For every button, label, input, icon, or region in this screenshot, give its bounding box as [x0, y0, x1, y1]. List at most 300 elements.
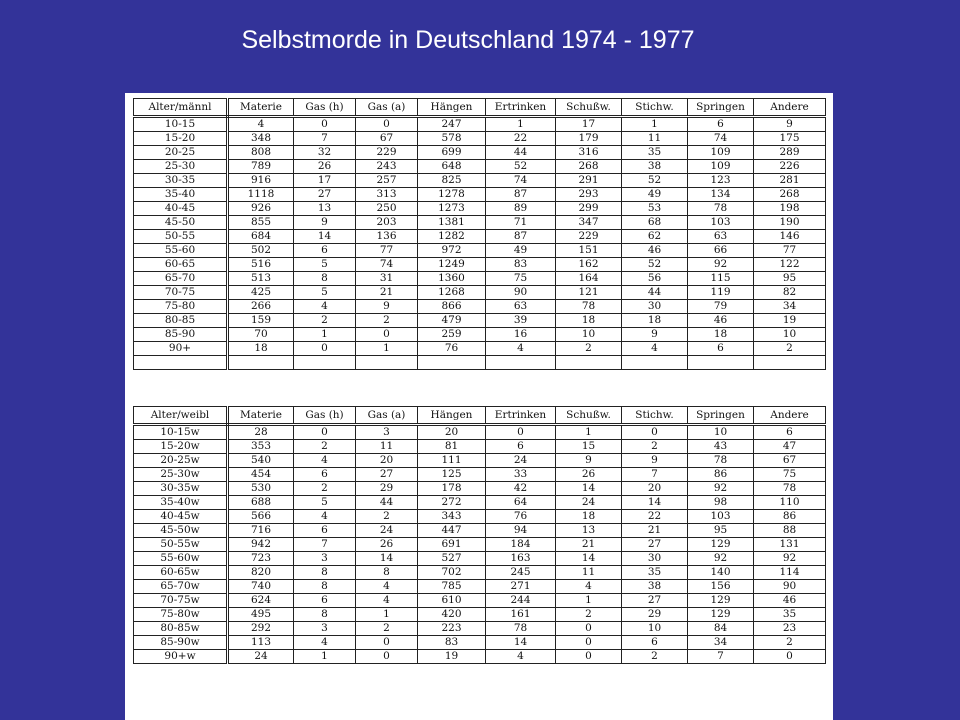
table-row — [134, 258, 826, 272]
count-cell: 78 — [754, 482, 826, 496]
count-cell: 578 — [418, 132, 486, 146]
count-cell: 151 — [556, 244, 622, 258]
count-cell: 8 — [294, 272, 356, 286]
table-row — [134, 538, 826, 552]
count-cell: 0 — [294, 342, 356, 356]
count-cell: 82 — [754, 286, 826, 300]
table-row — [134, 117, 826, 132]
count-cell: 156 — [688, 580, 754, 594]
count-cell: 92 — [754, 552, 826, 566]
count-cell: 63 — [688, 230, 754, 244]
count-cell: 7 — [294, 132, 356, 146]
count-cell: 14 — [622, 496, 688, 510]
age-group-cell: 15-20 — [134, 132, 228, 146]
age-group-cell: 85-90w — [134, 636, 228, 650]
table-row — [134, 202, 826, 216]
count-cell: 1360 — [418, 272, 486, 286]
table-row — [134, 482, 826, 496]
age-group-cell: 70-75 — [134, 286, 228, 300]
count-cell: 454 — [228, 468, 294, 482]
count-cell: 70 — [228, 328, 294, 342]
count-cell: 136 — [356, 230, 418, 244]
table-row — [134, 552, 826, 566]
count-cell: 688 — [228, 496, 294, 510]
count-cell: 9 — [294, 216, 356, 230]
count-cell: 648 — [418, 160, 486, 174]
table-row — [134, 244, 826, 258]
table-row — [134, 272, 826, 286]
count-cell: 15 — [556, 440, 622, 454]
count-cell: 1268 — [418, 286, 486, 300]
count-cell: 9 — [754, 117, 826, 132]
count-cell: 46 — [622, 244, 688, 258]
count-cell: 27 — [294, 188, 356, 202]
count-cell: 245 — [486, 566, 556, 580]
count-cell: 266 — [228, 300, 294, 314]
count-cell: 131 — [754, 538, 826, 552]
age-group-cell: 55-60 — [134, 244, 228, 258]
count-cell: 495 — [228, 608, 294, 622]
count-cell: 38 — [622, 160, 688, 174]
count-cell: 820 — [228, 566, 294, 580]
count-cell: 2 — [754, 342, 826, 356]
count-cell: 27 — [622, 538, 688, 552]
column-header: Schußw. — [556, 407, 622, 425]
count-cell: 24 — [556, 496, 622, 510]
count-cell: 87 — [486, 188, 556, 202]
count-cell: 0 — [356, 117, 418, 132]
count-cell: 6 — [688, 342, 754, 356]
count-cell: 447 — [418, 524, 486, 538]
age-group-cell: 90+w — [134, 650, 228, 664]
count-cell: 516 — [228, 258, 294, 272]
count-cell: 8 — [356, 566, 418, 580]
count-cell: 1273 — [418, 202, 486, 216]
count-cell: 624 — [228, 594, 294, 608]
count-cell: 14 — [486, 636, 556, 650]
count-cell: 11 — [622, 132, 688, 146]
age-group-cell: 20-25w — [134, 454, 228, 468]
table-row — [134, 160, 826, 174]
count-cell: 198 — [754, 202, 826, 216]
count-cell: 4 — [294, 510, 356, 524]
empty-cell — [754, 356, 826, 370]
age-group-cell: 35-40 — [134, 188, 228, 202]
table-row — [134, 314, 826, 328]
count-cell: 21 — [622, 524, 688, 538]
column-header: Gas (h) — [294, 407, 356, 425]
column-header: Alter/weibl — [134, 407, 228, 425]
age-group-cell: 65-70 — [134, 272, 228, 286]
count-cell: 43 — [688, 440, 754, 454]
count-cell: 425 — [228, 286, 294, 300]
table-header-row — [134, 407, 826, 425]
column-header: Springen — [688, 99, 754, 117]
count-cell: 1 — [294, 328, 356, 342]
count-cell: 18 — [556, 510, 622, 524]
count-cell: 289 — [754, 146, 826, 160]
count-cell: 5 — [294, 286, 356, 300]
count-cell: 4 — [356, 594, 418, 608]
count-cell: 74 — [688, 132, 754, 146]
age-group-cell: 55-60w — [134, 552, 228, 566]
count-cell: 21 — [556, 538, 622, 552]
count-cell: 343 — [418, 510, 486, 524]
count-cell: 90 — [486, 286, 556, 300]
count-cell: 14 — [556, 482, 622, 496]
count-cell: 8 — [294, 608, 356, 622]
count-cell: 7 — [622, 468, 688, 482]
count-cell: 164 — [556, 272, 622, 286]
count-cell: 10 — [688, 425, 754, 440]
count-cell: 42 — [486, 482, 556, 496]
count-cell: 94 — [486, 524, 556, 538]
slide-title: Selbstmorde in Deutschland 1974 - 1977 — [241, 26, 695, 54]
age-group-cell: 25-30w — [134, 468, 228, 482]
count-cell: 691 — [418, 538, 486, 552]
count-cell: 4 — [486, 342, 556, 356]
count-cell: 20 — [356, 454, 418, 468]
count-cell: 21 — [356, 286, 418, 300]
age-group-cell: 30-35 — [134, 174, 228, 188]
count-cell: 19 — [754, 314, 826, 328]
column-header: Materie — [228, 99, 294, 117]
count-cell: 6 — [486, 440, 556, 454]
count-cell: 39 — [486, 314, 556, 328]
count-cell: 161 — [486, 608, 556, 622]
count-cell: 3 — [294, 622, 356, 636]
count-cell: 223 — [418, 622, 486, 636]
count-cell: 76 — [486, 510, 556, 524]
count-cell: 62 — [622, 230, 688, 244]
count-cell: 1 — [556, 594, 622, 608]
age-group-cell: 90+ — [134, 342, 228, 356]
age-group-cell: 65-70w — [134, 580, 228, 594]
count-cell: 75 — [754, 468, 826, 482]
column-header: Materie — [228, 407, 294, 425]
count-cell: 292 — [228, 622, 294, 636]
count-cell: 123 — [688, 174, 754, 188]
count-cell: 8 — [294, 566, 356, 580]
count-cell: 2 — [622, 650, 688, 664]
count-cell: 81 — [418, 440, 486, 454]
count-cell: 716 — [228, 524, 294, 538]
count-cell: 46 — [688, 314, 754, 328]
count-cell: 785 — [418, 580, 486, 594]
column-header: Schußw. — [556, 99, 622, 117]
count-cell: 11 — [356, 440, 418, 454]
age-group-cell: 75-80w — [134, 608, 228, 622]
count-cell: 17 — [556, 117, 622, 132]
empty-cell — [294, 356, 356, 370]
count-cell: 203 — [356, 216, 418, 230]
table-row — [134, 230, 826, 244]
age-group-cell: 45-50w — [134, 524, 228, 538]
table-row — [134, 524, 826, 538]
count-cell: 2 — [356, 622, 418, 636]
count-cell: 1282 — [418, 230, 486, 244]
count-cell: 83 — [418, 636, 486, 650]
count-cell: 190 — [754, 216, 826, 230]
count-cell: 88 — [754, 524, 826, 538]
count-cell: 146 — [754, 230, 826, 244]
male-suicide-table — [133, 98, 826, 370]
count-cell: 6 — [754, 425, 826, 440]
table-row — [134, 580, 826, 594]
count-cell: 313 — [356, 188, 418, 202]
count-cell: 9 — [556, 454, 622, 468]
count-cell: 75 — [486, 272, 556, 286]
age-group-cell: 10-15 — [134, 117, 228, 132]
count-cell: 4 — [622, 342, 688, 356]
count-cell: 0 — [556, 650, 622, 664]
count-cell: 78 — [688, 454, 754, 468]
count-cell: 159 — [228, 314, 294, 328]
table-row — [134, 300, 826, 314]
age-group-cell: 50-55 — [134, 230, 228, 244]
table-row — [134, 650, 826, 664]
count-cell: 134 — [688, 188, 754, 202]
count-cell: 162 — [556, 258, 622, 272]
count-cell: 24 — [486, 454, 556, 468]
count-cell: 530 — [228, 482, 294, 496]
empty-cell — [688, 356, 754, 370]
table-row — [134, 146, 826, 160]
count-cell: 247 — [418, 117, 486, 132]
age-group-cell: 75-80 — [134, 300, 228, 314]
count-cell: 44 — [356, 496, 418, 510]
table-row — [134, 174, 826, 188]
count-cell: 0 — [486, 425, 556, 440]
count-cell: 348 — [228, 132, 294, 146]
count-cell: 916 — [228, 174, 294, 188]
table-header-row — [134, 99, 826, 117]
count-cell: 268 — [754, 188, 826, 202]
count-cell: 13 — [556, 524, 622, 538]
count-cell: 2 — [622, 440, 688, 454]
count-cell: 1 — [556, 425, 622, 440]
age-group-cell: 30-35w — [134, 482, 228, 496]
count-cell: 122 — [754, 258, 826, 272]
count-cell: 9 — [356, 300, 418, 314]
empty-cell — [228, 356, 294, 370]
count-cell: 3 — [294, 552, 356, 566]
count-cell: 24 — [356, 524, 418, 538]
count-cell: 1 — [356, 608, 418, 622]
count-cell: 22 — [486, 132, 556, 146]
count-cell: 92 — [688, 482, 754, 496]
count-cell: 6 — [294, 244, 356, 258]
count-cell: 0 — [294, 425, 356, 440]
column-header: Alter/männl — [134, 99, 228, 117]
count-cell: 103 — [688, 216, 754, 230]
count-cell: 14 — [556, 552, 622, 566]
count-cell: 259 — [418, 328, 486, 342]
count-cell: 121 — [556, 286, 622, 300]
count-cell: 2 — [754, 636, 826, 650]
count-cell: 0 — [556, 622, 622, 636]
count-cell: 926 — [228, 202, 294, 216]
count-cell: 178 — [418, 482, 486, 496]
table-row — [134, 636, 826, 650]
count-cell: 11 — [556, 566, 622, 580]
column-header: Gas (h) — [294, 99, 356, 117]
count-cell: 26 — [356, 538, 418, 552]
count-cell: 2 — [294, 314, 356, 328]
count-cell: 49 — [622, 188, 688, 202]
count-cell: 1 — [294, 650, 356, 664]
count-cell: 16 — [486, 328, 556, 342]
count-cell: 175 — [754, 132, 826, 146]
count-cell: 243 — [356, 160, 418, 174]
count-cell: 98 — [688, 496, 754, 510]
count-cell: 56 — [622, 272, 688, 286]
table-row — [134, 286, 826, 300]
count-cell: 244 — [486, 594, 556, 608]
count-cell: 972 — [418, 244, 486, 258]
count-cell: 27 — [622, 594, 688, 608]
column-header: Gas (a) — [356, 99, 418, 117]
count-cell: 184 — [486, 538, 556, 552]
count-cell: 0 — [754, 650, 826, 664]
count-cell: 34 — [754, 300, 826, 314]
count-cell: 6 — [294, 468, 356, 482]
empty-cell — [622, 356, 688, 370]
count-cell: 35 — [754, 608, 826, 622]
count-cell: 33 — [486, 468, 556, 482]
age-group-cell: 80-85 — [134, 314, 228, 328]
count-cell: 52 — [622, 258, 688, 272]
count-cell: 23 — [754, 622, 826, 636]
count-cell: 95 — [688, 524, 754, 538]
table-row — [134, 188, 826, 202]
table-row — [134, 510, 826, 524]
table-row — [134, 566, 826, 580]
count-cell: 740 — [228, 580, 294, 594]
table-row — [134, 216, 826, 230]
count-cell: 293 — [556, 188, 622, 202]
count-cell: 67 — [754, 454, 826, 468]
table-row — [134, 454, 826, 468]
table-row — [134, 496, 826, 510]
count-cell: 26 — [556, 468, 622, 482]
age-group-cell: 35-40w — [134, 496, 228, 510]
count-cell: 316 — [556, 146, 622, 160]
count-cell: 77 — [356, 244, 418, 258]
count-cell: 5 — [294, 258, 356, 272]
count-cell: 18 — [556, 314, 622, 328]
count-cell: 229 — [356, 146, 418, 160]
count-cell: 699 — [418, 146, 486, 160]
scanned-table-sheet — [125, 93, 833, 720]
count-cell: 502 — [228, 244, 294, 258]
count-cell: 9 — [622, 328, 688, 342]
count-cell: 67 — [356, 132, 418, 146]
count-cell: 113 — [228, 636, 294, 650]
count-cell: 17 — [294, 174, 356, 188]
count-cell: 47 — [754, 440, 826, 454]
count-cell: 866 — [418, 300, 486, 314]
count-cell: 32 — [294, 146, 356, 160]
age-group-cell: 40-45w — [134, 510, 228, 524]
count-cell: 64 — [486, 496, 556, 510]
age-group-cell: 70-75w — [134, 594, 228, 608]
count-cell: 22 — [622, 510, 688, 524]
count-cell: 9 — [622, 454, 688, 468]
count-cell: 163 — [486, 552, 556, 566]
count-cell: 10 — [556, 328, 622, 342]
count-cell: 44 — [486, 146, 556, 160]
count-cell: 0 — [622, 425, 688, 440]
empty-cell — [486, 356, 556, 370]
count-cell: 513 — [228, 272, 294, 286]
count-cell: 226 — [754, 160, 826, 174]
count-cell: 27 — [356, 468, 418, 482]
count-cell: 34 — [688, 636, 754, 650]
age-group-cell: 60-65w — [134, 566, 228, 580]
count-cell: 4 — [486, 650, 556, 664]
count-cell: 610 — [418, 594, 486, 608]
count-cell: 6 — [294, 594, 356, 608]
count-cell: 420 — [418, 608, 486, 622]
count-cell: 3 — [356, 425, 418, 440]
column-header: Andere — [754, 99, 826, 117]
count-cell: 684 — [228, 230, 294, 244]
count-cell: 30 — [622, 300, 688, 314]
count-cell: 479 — [418, 314, 486, 328]
age-group-cell: 60-65 — [134, 258, 228, 272]
count-cell: 84 — [688, 622, 754, 636]
count-cell: 129 — [688, 608, 754, 622]
count-cell: 24 — [228, 650, 294, 664]
count-cell: 76 — [418, 342, 486, 356]
count-cell: 229 — [556, 230, 622, 244]
count-cell: 5 — [294, 496, 356, 510]
count-cell: 109 — [688, 146, 754, 160]
count-cell: 0 — [294, 117, 356, 132]
count-cell: 20 — [622, 482, 688, 496]
count-cell: 13 — [294, 202, 356, 216]
count-cell: 78 — [556, 300, 622, 314]
count-cell: 1 — [356, 342, 418, 356]
count-cell: 855 — [228, 216, 294, 230]
count-cell: 30 — [622, 552, 688, 566]
count-cell: 2 — [356, 510, 418, 524]
count-cell: 18 — [622, 314, 688, 328]
female-suicide-table — [133, 406, 826, 664]
count-cell: 20 — [418, 425, 486, 440]
count-cell: 18 — [688, 328, 754, 342]
count-cell: 4 — [228, 117, 294, 132]
count-cell: 257 — [356, 174, 418, 188]
age-group-cell: 20-25 — [134, 146, 228, 160]
count-cell: 2 — [556, 608, 622, 622]
count-cell: 2 — [356, 314, 418, 328]
count-cell: 540 — [228, 454, 294, 468]
count-cell: 250 — [356, 202, 418, 216]
count-cell: 35 — [622, 146, 688, 160]
count-cell: 18 — [228, 342, 294, 356]
count-cell: 119 — [688, 286, 754, 300]
table-row — [134, 622, 826, 636]
column-header: Springen — [688, 407, 754, 425]
table-row — [134, 468, 826, 482]
count-cell: 14 — [294, 230, 356, 244]
count-cell: 1118 — [228, 188, 294, 202]
count-cell: 789 — [228, 160, 294, 174]
count-cell: 4 — [556, 580, 622, 594]
count-cell: 89 — [486, 202, 556, 216]
